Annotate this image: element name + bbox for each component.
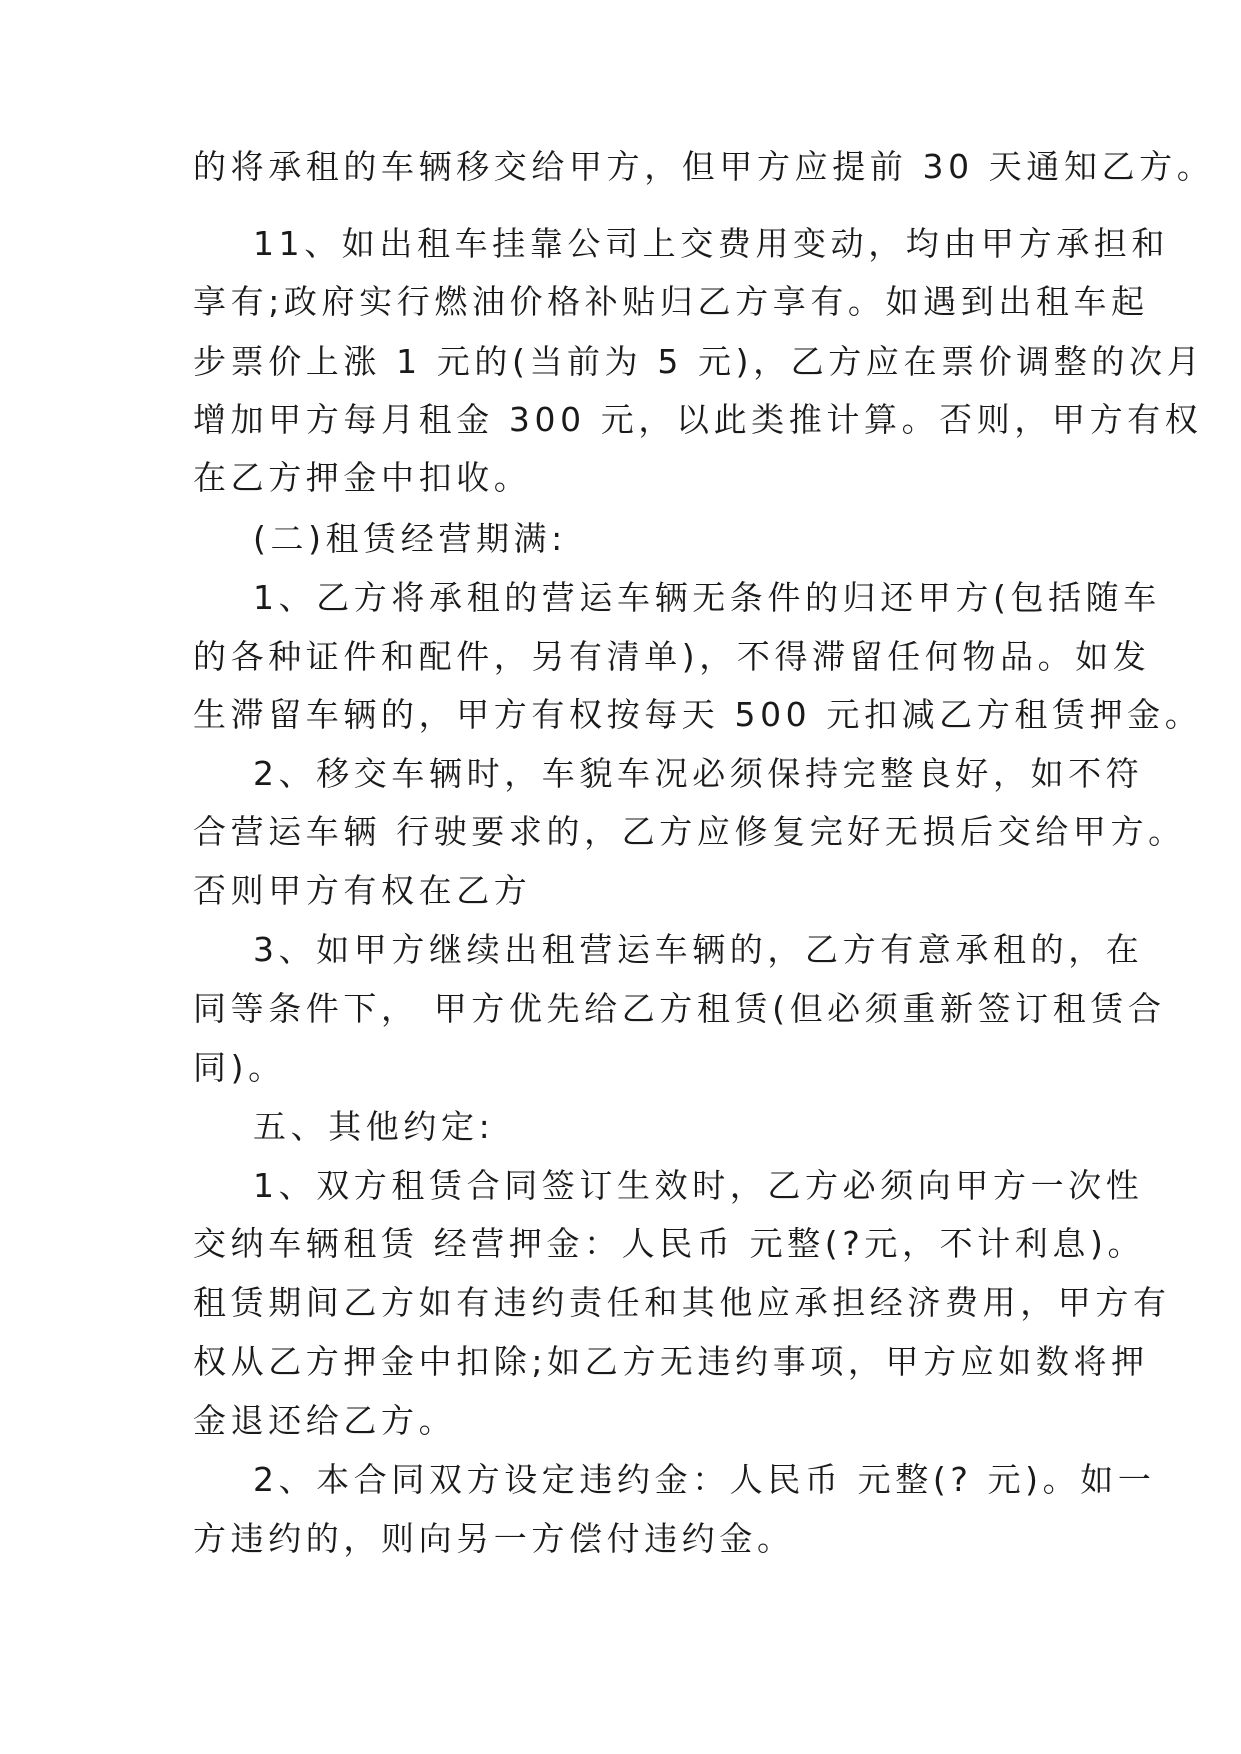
text-line: 1、双方租赁合同签订生效时，乙方必须向甲方一次性 <box>253 1166 1144 1205</box>
text-line: 的将承租的车辆移交给甲方，但甲方应提前 30 天通知乙方。 <box>193 147 1215 186</box>
text-line: 的各种证件和配件，另有清单)，不得滞留任何物品。如发 <box>193 637 1151 676</box>
section-heading: 五、其他约定: <box>253 1107 495 1146</box>
section-heading: (二)租赁经营期满: <box>253 519 567 558</box>
text-line: 3、如甲方继续出租营运车辆的，乙方有意承租的，在 <box>253 930 1144 969</box>
text-line: 方违约的，则向另一方偿付违约金。 <box>193 1519 795 1558</box>
text-line: 在乙方押金中扣收。 <box>193 458 532 497</box>
text-line: 合营运车辆 行驶要求的，乙方应修复完好无损后交给甲方。 <box>193 812 1186 851</box>
text-line: 增加甲方每月租金 300 元，以此类推计算。否则，甲方有权 <box>193 400 1203 439</box>
text-line: 2、移交车辆时，车貌车况必须保持完整良好，如不符 <box>253 754 1144 793</box>
text-line: 权从乙方押金中扣除;如乙方无违约事项，甲方应如数将押 <box>193 1342 1149 1381</box>
text-line: 否则甲方有权在乙方 <box>193 871 532 910</box>
text-line: 租赁期间乙方如有违约责任和其他应承担经济费用，甲方有 <box>193 1283 1171 1322</box>
text-line: 11、如出租车挂靠公司上交费用变动，均由甲方承担和 <box>253 224 1169 263</box>
text-line: 2、本合同双方设定违约金：人民币 元整(? 元)。如一 <box>253 1460 1156 1499</box>
text-line: 步票价上涨 1 元的(当前为 5 元)，乙方应在票价调整的次月 <box>193 342 1205 381</box>
text-line: 金退还给乙方。 <box>193 1401 457 1440</box>
text-line: 同等条件下， 甲方优先给乙方租赁(但必须重新签订租赁合 <box>193 989 1166 1028</box>
text-line: 生滞留车辆的，甲方有权按每天 500 元扣减乙方租赁押金。 <box>193 695 1203 734</box>
text-line: 同)。 <box>193 1048 286 1087</box>
text-line: 1、乙方将承租的营运车辆无条件的归还甲方(包括随车 <box>253 578 1161 617</box>
text-line: 享有;政府实行燃油价格补贴归乙方享有。如遇到出租车起 <box>193 282 1149 321</box>
text-line: 交纳车辆租赁 经营押金：人民币 元整(?元，不计利息)。 <box>193 1224 1146 1263</box>
